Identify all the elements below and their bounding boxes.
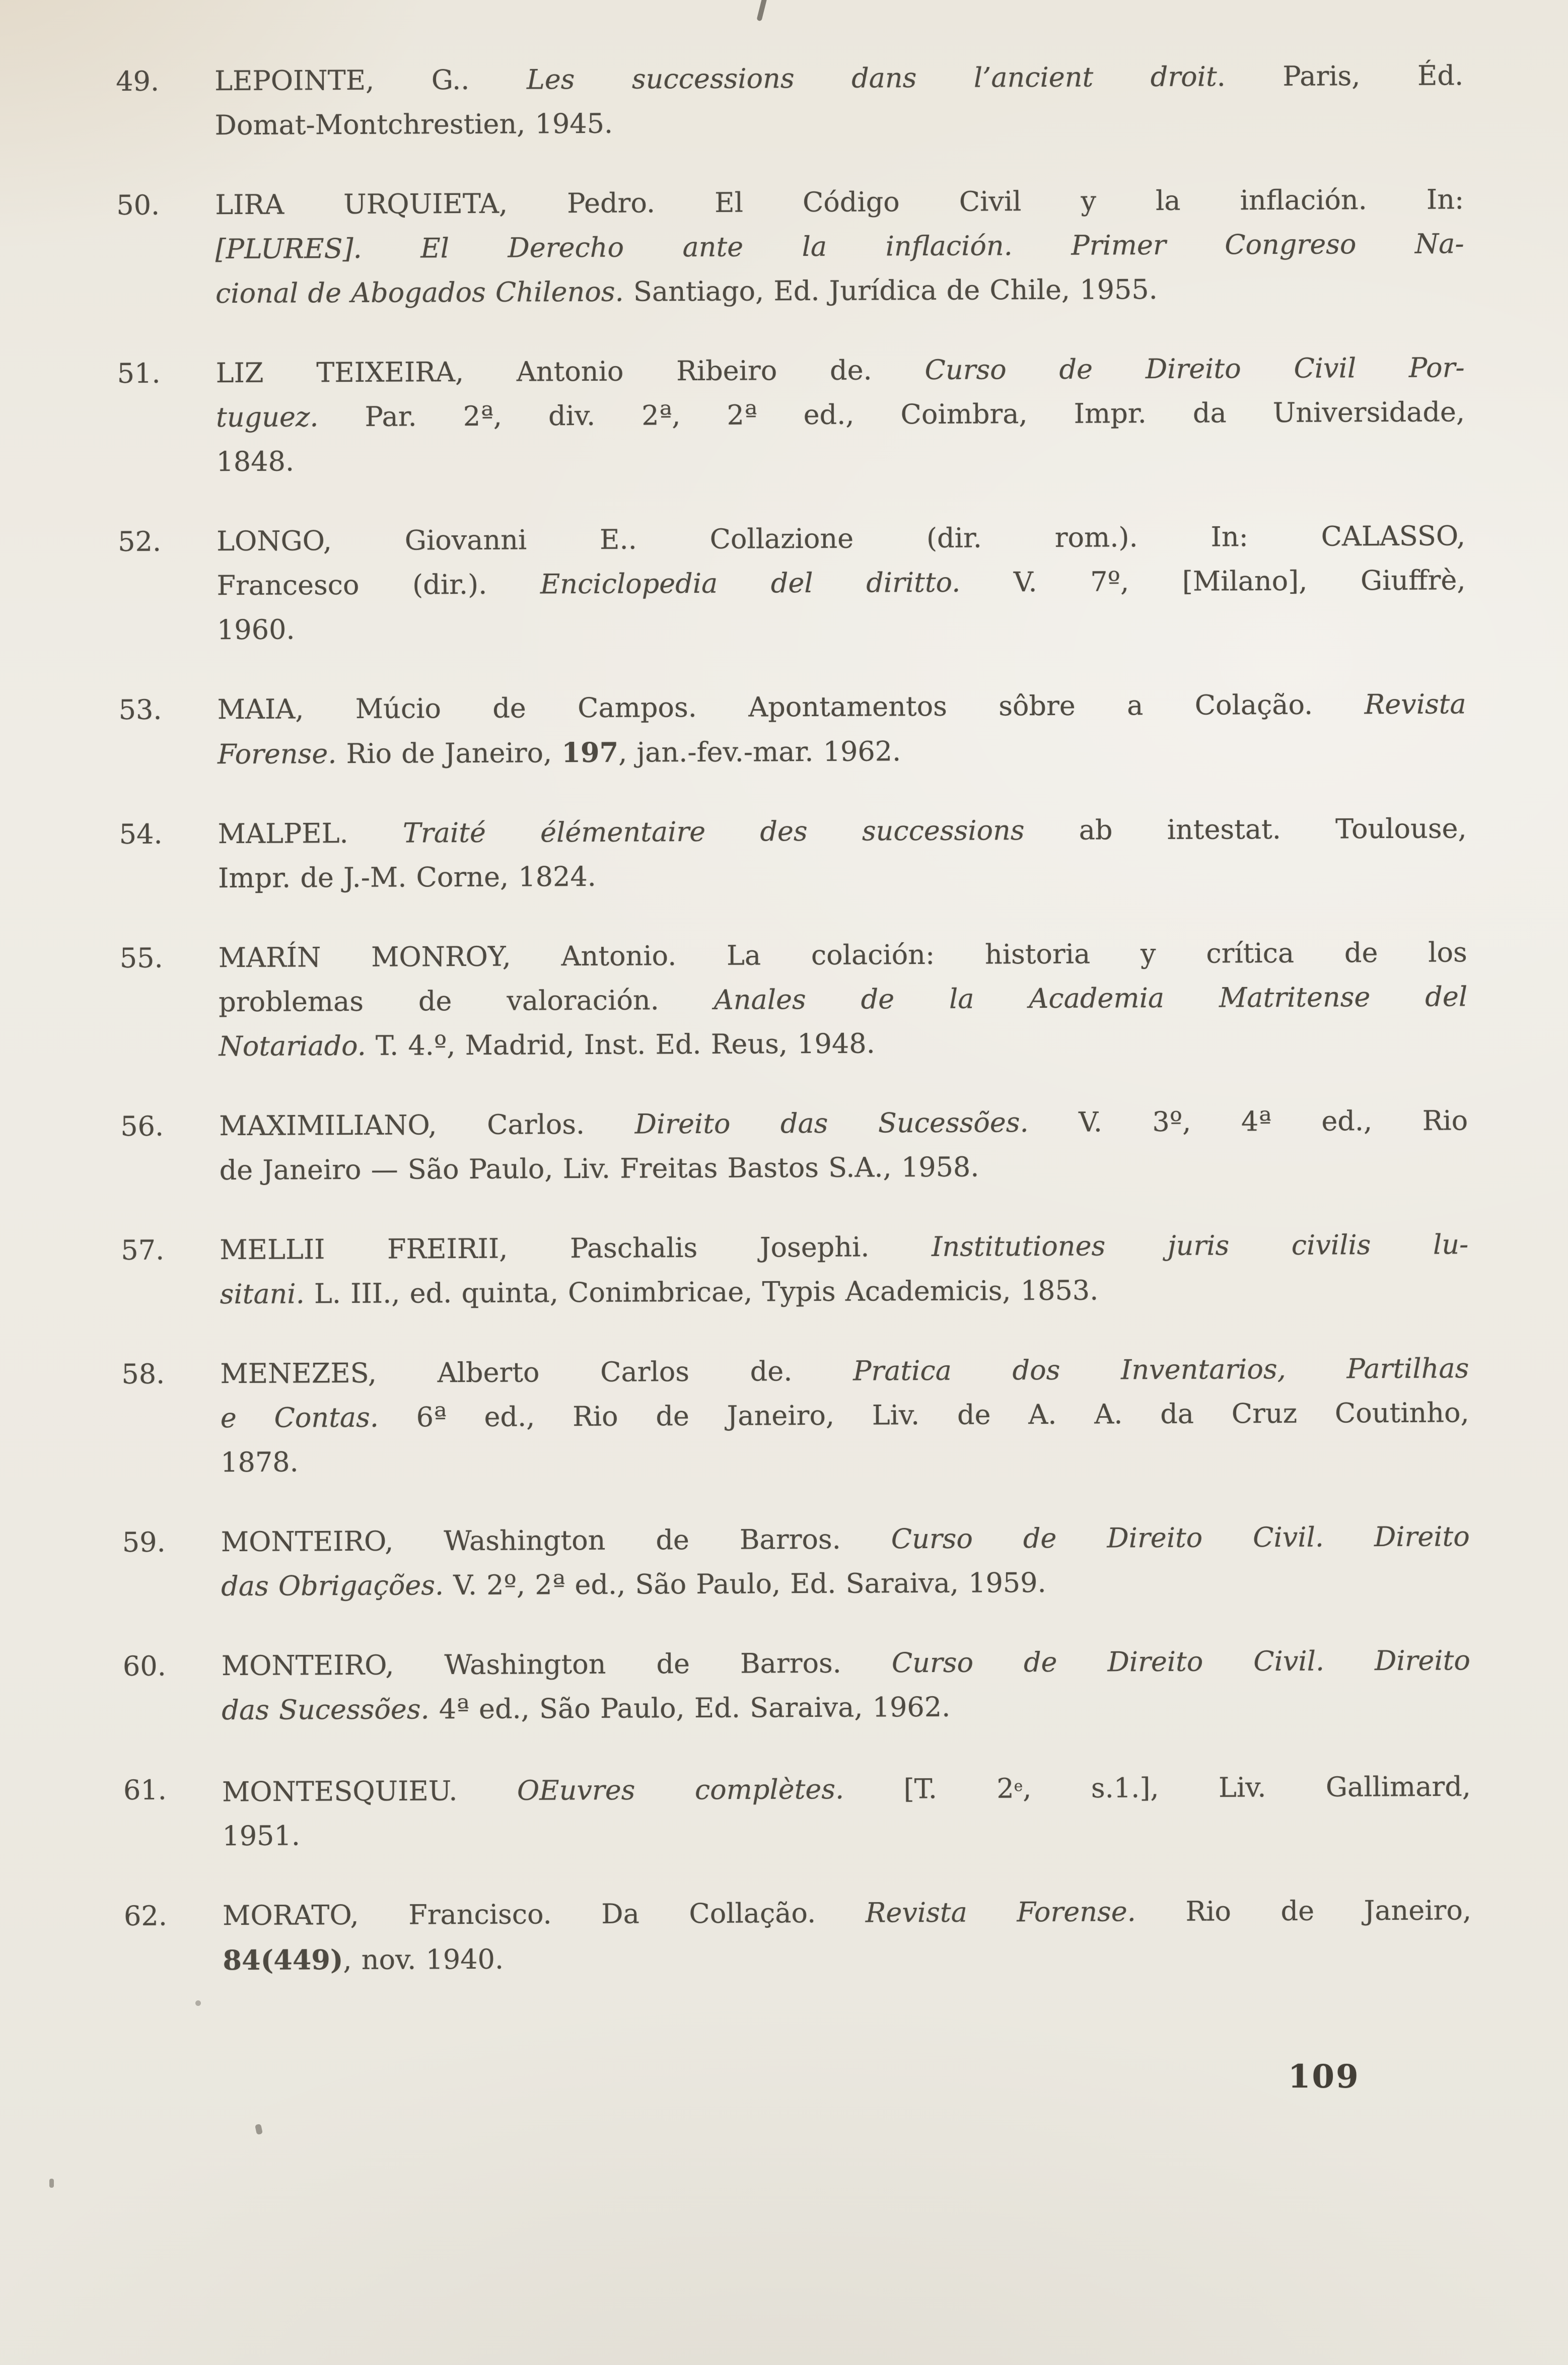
- entry-number: 62.: [123, 1900, 168, 1932]
- entry-body: [218, 806, 1467, 900]
- entry-line: [221, 1559, 1470, 1609]
- text-segment: Anales de la Academia Matritense del: [714, 981, 1468, 1016]
- text-segment: MONTEIRO, Washington de Barros.: [221, 1523, 891, 1558]
- text-segment: 84(449): [223, 1943, 343, 1977]
- entry-line: [215, 53, 1463, 103]
- text-segment: MONTESQUIEU.: [222, 1774, 518, 1808]
- text-segment: , jan.-fev.-mar. 1962.: [618, 735, 901, 769]
- ink-speck: [49, 2179, 54, 2188]
- page-number: 109: [1288, 2058, 1360, 2096]
- text-segment: 6ª ed., Rio de Janeiro, Liv. de A. A. da Cruz Coutinho,: [378, 1397, 1469, 1433]
- entry-line: [219, 1019, 1467, 1069]
- entry-body: [215, 177, 1464, 316]
- bibliography-entry: [123, 1762, 1471, 1859]
- text-segment: Forense.: [217, 738, 337, 771]
- entry-body: [217, 514, 1466, 652]
- text-segment: , nov. 1940.: [343, 1943, 504, 1976]
- entry-line: [219, 930, 1467, 980]
- text-segment: cional de Abogados Chilenos.: [215, 275, 624, 310]
- text-segment: MALPEL.: [218, 817, 403, 850]
- text-segment: LIZ TEIXEIRA, Antonio Ribeiro de.: [216, 354, 925, 389]
- bibliography-entry: [116, 53, 1464, 148]
- entry-number: 59.: [122, 1526, 166, 1558]
- text-segment: Enciclopedia del diritto.: [540, 566, 961, 600]
- bibliography-entry: [119, 806, 1467, 901]
- bibliography-entry: [124, 1889, 1472, 1984]
- entry-body: [222, 1638, 1471, 1732]
- bibliography-entry: [118, 514, 1466, 653]
- text-segment: ab intestat. Toulouse,: [1024, 812, 1467, 847]
- entry-number: 60.: [122, 1650, 166, 1682]
- entry-number: 58.: [121, 1358, 165, 1390]
- entry-body: [217, 682, 1466, 777]
- entry-line: [215, 98, 1463, 148]
- entry-line: [216, 266, 1464, 316]
- ink-speck: [255, 2124, 263, 2135]
- bibliography-entry: [123, 1638, 1471, 1733]
- entry-line: [216, 390, 1465, 440]
- entry-number: 51.: [117, 357, 161, 389]
- entry-line: [220, 1222, 1468, 1272]
- bibliography-entry: [121, 1222, 1469, 1317]
- text-segment: V. 7º, [Milano], Giuffrè,: [960, 564, 1466, 598]
- text-segment: 1848.: [216, 445, 295, 478]
- text-segment: L. III., ed. quinta, Conimbricae, Typis Academicis, 1853.: [304, 1274, 1099, 1310]
- text-segment: MORATO, Francisco. Da Collação.: [222, 1897, 866, 1932]
- entry-line: [222, 1762, 1471, 1814]
- entry-line: [218, 726, 1466, 777]
- text-segment: e Contas.: [220, 1401, 379, 1434]
- entry-number: 57.: [121, 1234, 165, 1266]
- entry-line: [216, 345, 1465, 395]
- entry-body: [220, 1346, 1469, 1485]
- text-segment: LONGO, Giovanni E.. Collazione (dir. rom.). In: CALASSO,: [217, 520, 1466, 558]
- text-segment: Curso de Direito Civil. Direito: [891, 1644, 1471, 1679]
- entry-line: [222, 1683, 1470, 1732]
- text-segment: sitani.: [220, 1278, 305, 1310]
- text-segment: Domat-Montchrestien, 1945.: [215, 107, 613, 142]
- text-segment: Rio de Janeiro,: [1135, 1894, 1472, 1928]
- text-segment: Revista Forense.: [865, 1896, 1136, 1929]
- text-segment: . Paris, Éd.: [1217, 59, 1464, 93]
- bibliography-entry: [122, 1514, 1470, 1609]
- entry-line: [220, 1267, 1469, 1316]
- text-segment: 197: [561, 736, 619, 769]
- entry-body: [221, 1514, 1470, 1609]
- bibliography-list: [116, 53, 1472, 1983]
- text-segment: das Sucessões.: [222, 1693, 430, 1726]
- entry-number: 50.: [116, 189, 160, 221]
- text-segment: Revista: [1364, 688, 1466, 721]
- text-segment: Pratica dos Inventarios, Partilhas: [852, 1352, 1469, 1387]
- text-segment: [T. 2: [844, 1772, 1014, 1805]
- text-segment: Les successions dans l’ancient droit: [526, 60, 1217, 96]
- entry-body: [223, 1889, 1472, 1983]
- text-segment: , s.1.], Liv. Gallimard,: [1023, 1770, 1471, 1804]
- entry-body: [219, 1098, 1468, 1193]
- ink-speck: [195, 2000, 201, 2006]
- text-segment: Traité élémentaire des successions: [402, 814, 1025, 849]
- text-segment: de Janeiro — São Paulo, Liv. Freitas Bastos S.A., 1958.: [219, 1151, 979, 1187]
- text-segment: T. 4.º, Madrid, Inst. Ed. Reus, 1948.: [366, 1027, 875, 1062]
- entry-number: 49.: [116, 65, 160, 97]
- text-segment: MAXIMILIANO, Carlos.: [219, 1108, 635, 1142]
- entry-line: [223, 1889, 1471, 1938]
- text-segment: 1878.: [221, 1446, 299, 1479]
- text-segment: V. 3º, 4ª ed., Rio: [1028, 1104, 1468, 1139]
- bibliography-entry: [121, 1346, 1469, 1485]
- entry-body: [220, 1222, 1469, 1316]
- entry-line: [221, 1435, 1469, 1485]
- bibliography-entry: [120, 930, 1468, 1069]
- entry-line: [218, 851, 1467, 900]
- text-segment: Curso de Direito Civil Por-: [924, 352, 1465, 386]
- text-segment: Curso de Direito Civil. Direito: [891, 1520, 1470, 1555]
- entry-line: [222, 1809, 1471, 1859]
- entry-line: [217, 558, 1465, 608]
- text-segment: Rio de Janeiro,: [336, 737, 562, 770]
- entry-line: [217, 682, 1466, 732]
- entry-body: [215, 53, 1464, 148]
- entry-line: [217, 602, 1466, 652]
- bibliography-entry: [117, 345, 1465, 484]
- text-segment: tuguez.: [216, 401, 319, 434]
- text-segment: MONTEIRO, Washington de Barros.: [221, 1647, 892, 1682]
- entry-line: [219, 1143, 1468, 1193]
- text-segment: Direito das Sucessões.: [634, 1106, 1029, 1140]
- entry-line: [215, 222, 1464, 271]
- text-segment: Impr. de J.-M. Corne, 1824.: [218, 860, 597, 894]
- entry-line: [223, 1933, 1471, 1983]
- entry-line: [220, 1346, 1469, 1396]
- entry-number: 56.: [120, 1110, 164, 1142]
- entry-line: [219, 1098, 1468, 1148]
- text-segment: [PLURES]. El Derecho ante la inflación. Primer Congreso Na-: [215, 228, 1464, 265]
- text-segment: MELLII FREIRII, Paschalis Josephi.: [220, 1230, 932, 1266]
- bibliography-entry: [120, 1098, 1468, 1193]
- text-segment: V. 2º, 2ª ed., São Paulo, Ed. Saraiva, 1959.: [444, 1566, 1046, 1602]
- entry-line: [215, 177, 1464, 227]
- text-segment: Notariado.: [219, 1029, 366, 1063]
- text-segment: MAIA, Múcio de Campos. Apontamentos sôbre a Colação.: [217, 688, 1365, 726]
- entry-body: [216, 345, 1465, 484]
- text-segment: e: [1014, 1777, 1023, 1795]
- entry-line: [221, 1390, 1469, 1440]
- text-segment: LEPOINTE, G..: [215, 63, 527, 97]
- text-segment: MARÍN MONROY, Antonio. La colación: historia y crítica de los: [218, 936, 1467, 974]
- text-segment: MENEZES, Alberto Carlos de.: [220, 1355, 853, 1390]
- text-segment: Institutiones juris civilis lu-: [931, 1228, 1469, 1263]
- text-segment: 1960.: [217, 613, 295, 646]
- entry-number: 53.: [118, 693, 162, 726]
- text-segment: OEuvres complètes.: [517, 1773, 844, 1806]
- entry-line: [221, 1514, 1470, 1564]
- entry-number: 52.: [118, 525, 162, 558]
- text-segment: LIRA URQUIETA, Pedro. El Código Civil y la inflación. In:: [215, 183, 1464, 221]
- entry-line: [222, 1638, 1470, 1688]
- bibliography-entry: [116, 177, 1464, 316]
- entry-body: [222, 1762, 1471, 1858]
- text-segment: 4ª ed., São Paulo, Ed. Saraiva, 1962.: [429, 1691, 951, 1725]
- entry-number: 55.: [119, 942, 163, 974]
- text-segment: Francesco (dir.).: [217, 568, 541, 602]
- entry-line: [216, 434, 1465, 484]
- entry-line: [217, 514, 1465, 564]
- text-segment: Santiago, Ed. Jurídica de Chile, 1955.: [623, 273, 1158, 308]
- entry-line: [219, 975, 1467, 1024]
- text-segment: Par. 2ª, div. 2ª, 2ª ed., Coimbra, Impr. da Universidade,: [318, 396, 1465, 433]
- entry-number: 61.: [123, 1774, 167, 1806]
- stray-ink-mark: [756, 0, 767, 21]
- bibliography-entry: [118, 682, 1466, 777]
- entry-body: [219, 930, 1468, 1069]
- text-segment: 1951.: [222, 1820, 301, 1852]
- entry-line: [218, 806, 1467, 856]
- text-segment: das Obrigações.: [221, 1569, 444, 1603]
- text-segment: problemas de valoración.: [219, 984, 714, 1018]
- entry-number: 54.: [119, 818, 163, 850]
